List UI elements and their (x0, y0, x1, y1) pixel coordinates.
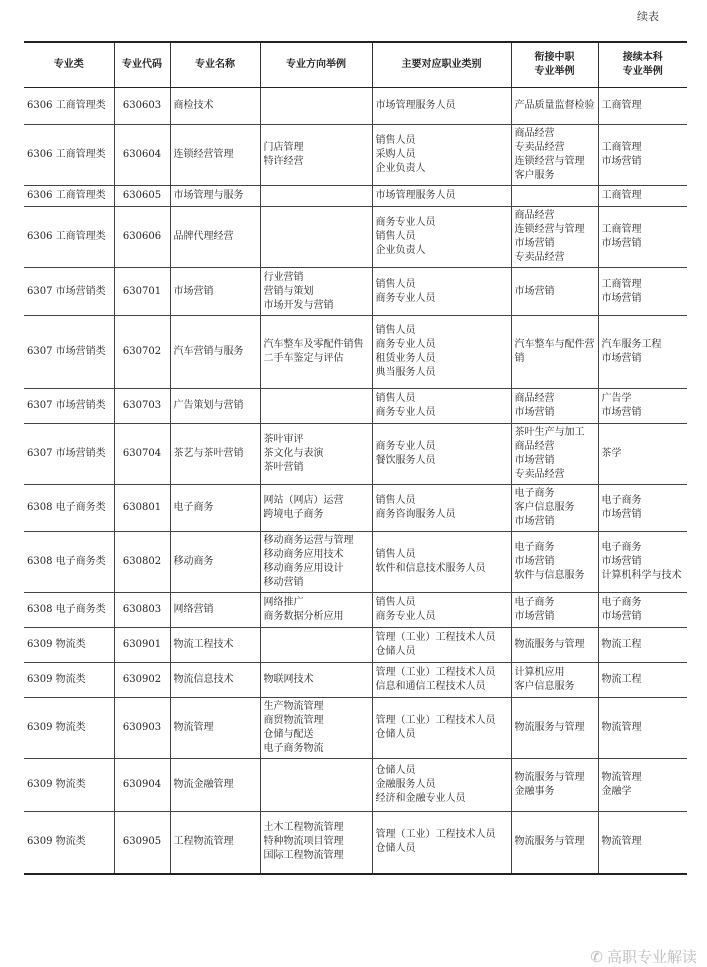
cell-secondary: 商品经营 市场营销 (511, 389, 598, 424)
cell-undergrad: 物流管理 (598, 812, 687, 874)
cell-code: 630703 (114, 389, 170, 424)
cell-code: 630802 (114, 532, 170, 593)
cell-secondary: 电子商务 市场营销 软件与信息服务 (511, 532, 598, 593)
table-row (24, 389, 687, 424)
cell-code: 630902 (114, 663, 170, 698)
wechat-icon: ✆ (590, 948, 603, 966)
cell-secondary: 物流服务与管理 (511, 812, 598, 874)
table-row (24, 628, 687, 663)
cell-name: 物流管理 (170, 698, 260, 759)
cell-undergrad: 茶学 (598, 424, 687, 485)
cell-occupations: 销售人员 商务咨询服务人员 (372, 485, 511, 532)
cell-secondary: 市场营销 (511, 268, 598, 316)
cell-occupations: 销售人员 商务专业人员 (372, 268, 511, 316)
cell-occupations: 商务专业人员 餐饮服务人员 (372, 424, 511, 485)
cell-name: 物流工程技术 (170, 628, 260, 663)
cell-code: 630803 (114, 593, 170, 628)
cell-code: 630704 (114, 424, 170, 485)
cell-occupations: 商务专业人员 销售人员 企业负责人 (372, 207, 511, 268)
cell-code: 630903 (114, 698, 170, 759)
cell-undergrad: 物流工程 (598, 663, 687, 698)
cell-secondary: 商品经营 专卖品经营 连锁经营与管理 客户服务 (511, 125, 598, 186)
cell-directions: 行业营销 营销与策划 市场开发与营销 (260, 268, 372, 316)
cell-category: 6306 工商管理类 (24, 125, 114, 186)
cell-directions: 茶叶审评 茶文化与表演 茶叶营销 (260, 424, 372, 485)
cell-category: 6308 电子商务类 (24, 532, 114, 593)
majors-table (24, 41, 687, 875)
cell-occupations: 管理（工业）工程技术人员 仓储人员 (372, 812, 511, 874)
cell-occupations: 销售人员 商务专业人员 (372, 593, 511, 628)
cell-secondary: 汽车整车与配件营销 (511, 316, 598, 389)
watermark (590, 946, 697, 967)
table-row (24, 316, 687, 389)
cell-code: 630904 (114, 759, 170, 812)
cell-name: 移动商务 (170, 532, 260, 593)
header-occupations: 主要对应职业类别 (372, 42, 511, 88)
cell-secondary: 电子商务 客户信息服务 市场营销 (511, 485, 598, 532)
cell-occupations: 管理（工业）工程技术人员 仓储人员 (372, 698, 511, 759)
table-row (24, 663, 687, 698)
table-row (24, 207, 687, 268)
cell-secondary: 计算机应用 客户信息服务 (511, 663, 598, 698)
table-row (24, 424, 687, 485)
cell-occupations: 管理（工业）工程技术人员 信息和通信工程技术人员 (372, 663, 511, 698)
cell-occupations: 销售人员 商务专业人员 租赁业务人员 典当服务人员 (372, 316, 511, 389)
table-row (24, 593, 687, 628)
cell-category: 6309 物流类 (24, 812, 114, 874)
cell-directions (260, 186, 372, 207)
cell-category: 6306 工商管理类 (24, 88, 114, 125)
cell-name: 品牌代理经营 (170, 207, 260, 268)
header-secondary: 衔接中职 专业举例 (511, 42, 598, 88)
cell-occupations: 销售人员 商务专业人员 (372, 389, 511, 424)
cell-secondary: 物流服务与管理 (511, 628, 598, 663)
cell-occupations: 市场管理服务人员 (372, 88, 511, 125)
cell-occupations: 仓储人员 金融服务人员 经济和金融专业人员 (372, 759, 511, 812)
cell-occupations: 销售人员 软件和信息技术服务人员 (372, 532, 511, 593)
cell-category: 6309 物流类 (24, 759, 114, 812)
cell-name: 商检技术 (170, 88, 260, 125)
table-row (24, 532, 687, 593)
cell-undergrad: 工商管理 市场营销 (598, 125, 687, 186)
cell-category: 6309 物流类 (24, 628, 114, 663)
header-name: 专业名称 (170, 42, 260, 88)
header-row (24, 42, 687, 88)
cell-code: 630604 (114, 125, 170, 186)
cell-directions (260, 88, 372, 125)
cell-secondary: 物流服务与管理 (511, 698, 598, 759)
cell-undergrad: 电子商务 市场营销 (598, 593, 687, 628)
cell-name: 物流信息技术 (170, 663, 260, 698)
cell-code: 630901 (114, 628, 170, 663)
cell-directions: 移动商务运营与管理 移动商务应用技术 移动商务应用设计 移动营销 (260, 532, 372, 593)
cell-name: 工程物流管理 (170, 812, 260, 874)
cell-occupations: 销售人员 采购人员 企业负责人 (372, 125, 511, 186)
cell-category: 6307 市场营销类 (24, 316, 114, 389)
cell-code: 630603 (114, 88, 170, 125)
cell-directions: 生产物流管理 商贸物流管理 仓储与配送 电子商务物流 (260, 698, 372, 759)
continued-label: 续表 (637, 10, 659, 23)
cell-name: 网络营销 (170, 593, 260, 628)
cell-code: 630701 (114, 268, 170, 316)
cell-directions (260, 389, 372, 424)
header-code: 专业代码 (114, 42, 170, 88)
cell-undergrad: 工商管理 市场营销 (598, 268, 687, 316)
cell-secondary (511, 186, 598, 207)
cell-code: 630606 (114, 207, 170, 268)
table-row (24, 186, 687, 207)
cell-category: 6307 市场营销类 (24, 268, 114, 316)
table-row (24, 88, 687, 125)
cell-undergrad: 物流管理 (598, 698, 687, 759)
cell-category: 6308 电子商务类 (24, 485, 114, 532)
table-row (24, 812, 687, 874)
cell-code: 630605 (114, 186, 170, 207)
watermark-text: 高职专业解读 (606, 948, 697, 966)
cell-name: 电子商务 (170, 485, 260, 532)
cell-directions: 汽车整车及零配件销售 二手车鉴定与评估 (260, 316, 372, 389)
cell-name: 连锁经营管理 (170, 125, 260, 186)
cell-category: 6306 工商管理类 (24, 186, 114, 207)
cell-directions (260, 628, 372, 663)
cell-directions: 网络推广 商务数据分析应用 (260, 593, 372, 628)
cell-code: 630905 (114, 812, 170, 874)
cell-name: 汽车营销与服务 (170, 316, 260, 389)
cell-directions (260, 759, 372, 812)
table-row (24, 485, 687, 532)
cell-name: 广告策划与营销 (170, 389, 260, 424)
cell-occupations: 市场管理服务人员 (372, 186, 511, 207)
table-row (24, 759, 687, 812)
cell-name: 市场营销 (170, 268, 260, 316)
cell-category: 6306 工商管理类 (24, 207, 114, 268)
cell-undergrad: 广告学 市场营销 (598, 389, 687, 424)
cell-secondary: 茶叶生产与加工 商品经营 市场营销 专卖品经营 (511, 424, 598, 485)
cell-directions (260, 207, 372, 268)
cell-directions: 土木工程物流管理 特种物流项目管理 国际工程物流管理 (260, 812, 372, 874)
cell-category: 6309 物流类 (24, 698, 114, 759)
header-undergrad: 接续本科 专业举例 (598, 42, 687, 88)
header-directions: 专业方向举例 (260, 42, 372, 88)
table-row (24, 698, 687, 759)
cell-directions: 门店管理 特许经营 (260, 125, 372, 186)
cell-name: 物流金融管理 (170, 759, 260, 812)
cell-category: 6308 电子商务类 (24, 593, 114, 628)
cell-undergrad: 工商管理 (598, 88, 687, 125)
cell-undergrad: 电子商务 市场营销 计算机科学与技术 (598, 532, 687, 593)
cell-code: 630801 (114, 485, 170, 532)
cell-code: 630702 (114, 316, 170, 389)
cell-category: 6307 市场营销类 (24, 389, 114, 424)
cell-undergrad: 汽车服务工程 市场营销 (598, 316, 687, 389)
cell-undergrad: 工商管理 市场营销 (598, 207, 687, 268)
cell-secondary: 物流服务与管理 金融事务 (511, 759, 598, 812)
cell-name: 市场管理与服务 (170, 186, 260, 207)
cell-secondary: 产品质量监督检验 (511, 88, 598, 125)
cell-category: 6309 物流类 (24, 663, 114, 698)
cell-directions: 网站（网店）运营 跨境电子商务 (260, 485, 372, 532)
cell-undergrad: 电子商务 市场营销 (598, 485, 687, 532)
cell-directions: 物联网技术 (260, 663, 372, 698)
cell-undergrad: 物流工程 (598, 628, 687, 663)
cell-secondary: 商品经营 连锁经营与管理 市场营销 专卖品经营 (511, 207, 598, 268)
cell-undergrad: 工商管理 (598, 186, 687, 207)
cell-undergrad: 物流管理 金融学 (598, 759, 687, 812)
cell-secondary: 电子商务 市场营销 (511, 593, 598, 628)
cell-category: 6307 市场营销类 (24, 424, 114, 485)
header-category: 专业类 (24, 42, 114, 88)
cell-occupations: 管理（工业）工程技术人员 仓储人员 (372, 628, 511, 663)
table-row (24, 268, 687, 316)
table-row (24, 125, 687, 186)
cell-name: 茶艺与茶叶营销 (170, 424, 260, 485)
